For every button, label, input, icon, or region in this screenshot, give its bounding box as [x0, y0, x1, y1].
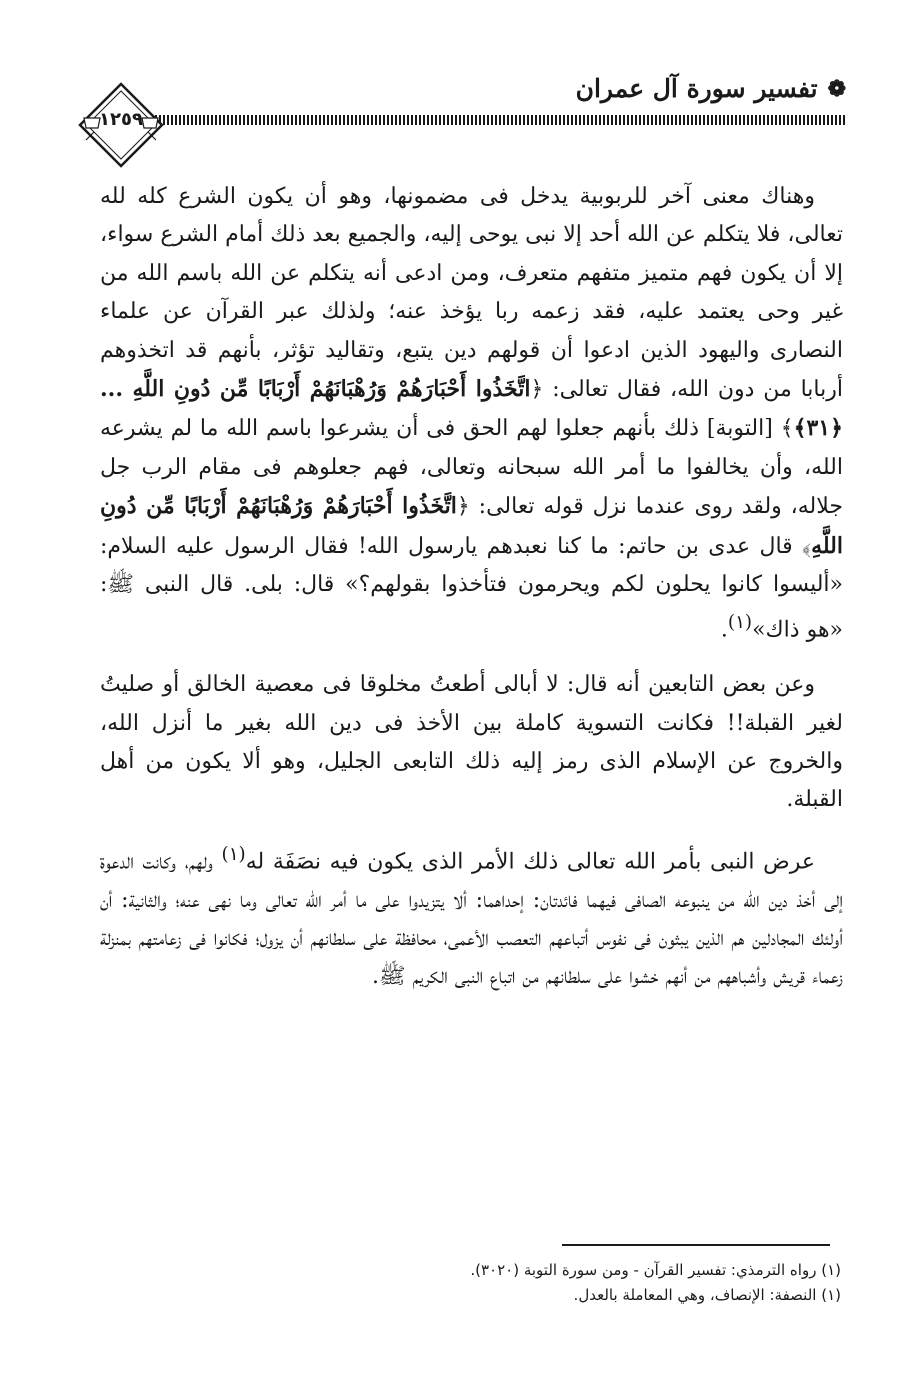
paragraph-text: ﴾ قال عدى بن حاتم: ما كنا نعبدهم يارسول الله! فقال الرسول عليه السلام: «أليسوا كانوا يحلون لكم ويحرمون فتأخذوا بقولهم؟» قال: بلى. قال النبى ﷺ: «هو ذاك» — [100, 533, 843, 643]
header-rule — [155, 115, 846, 125]
paragraph-2: وعن بعض التابعين أنه قال: لا أبالى أطعتُ مخلوقا فى معصية الخالق أو صليتُ لغير القبلة!! فكانت التسوية كاملة بين الأخذ فى دين الله بغير ما أنزل الله، والخروج عن الإسلام الذى رمز إليه ذلك التابعى الجليل، وهو ألا يكون من أهل القبلة. — [100, 672, 843, 813]
footnote-ref: (١) — [727, 612, 753, 634]
footnote-2: (١) النصفة: الإنصاف، وهي المعاملة بالعدل. — [573, 1286, 841, 1304]
paragraph-text: ولهم، وكانت الدعوة إلى أخذ دين الله من ينبوعه الصافى فيهما فائدتان: إحداهما: ألا يتزيدوا على ما أمر الله تعالى وما نهى عنه؛ والثانية: أن أولئك المجادلين هم الذين يبثون فى نفوس أتباعهم التعصب الأعمى، محافظة على سلطانهم أن يزول؛ فكانوا فى زعامتهم بمنزلة زعماء قريش وأشباههم من أنهم خشوا على سلطانهم من اتباع النبى الكريم ﷺ. — [100, 849, 843, 990]
paragraph-text: وهناك معنى آخر للربوبية يدخل فى مضمونها، وهو أن يكون الشرع كله لله تعالى، فلا يتكلم عن الله أحد إلا نبى يوحى إليه، والجميع بعد ذلك أمام الشرع سواء، إلا أن يكون فهم متميز متفهم متعرف، ومن ادعى أنه يتكلم عن الله باسم الله من غير وحى يعتمد عليه، فقد زعمه ربا يؤخذ عنه؛ ولذلك عبر القرآن عن علماء النصارى واليهود الذين ادعوا أن قولهم دين يتبع، وتقاليد تؤثر، بأنهم قد اتخذوهم أربابا من دون الله، فقال تعالى: ﴿ — [100, 184, 843, 403]
surah-reference: ﴾ [التوبة] — [706, 416, 794, 442]
ornament-icon: ❁ — [827, 75, 846, 102]
paragraph-text: عرض النبى بأمر الله تعالى ذلك الأمر الذى يكون فيه نصَفَة له — [245, 849, 815, 875]
quran-verse: اتَّخَذُوا أَحْبَارَهُمْ وَرُهْبَانَهُمْ أَرْبَابًا مِّن دُونِ اللَّهِ ... ﴿٣١﴾ — [100, 376, 843, 442]
quran-verse: اتَّخَذُوا أَحْبَارَهُمْ وَرُهْبَانَهُمْ أَرْبَابًا مِّن دُونِ اللَّهِ — [100, 493, 843, 559]
footnote-rule — [562, 1244, 830, 1246]
paragraph-3 — [100, 836, 843, 997]
running-header — [576, 74, 846, 103]
footnote-1: (١) رواه الترمذي: تفسير القرآن - ومن سورة التوبة (٣٠٢٠). — [470, 1261, 841, 1279]
paragraph-text: . — [720, 617, 728, 643]
paragraph-text: ذلك بأنهم جعلوا لهم الحق فى أن يشرعوا باسم الله ما لم يشرعه الله، وأن يخالفوا ما أمر الله سبحانه وتعالى، فهم جعلوهم فى مقام الرب جل جلاله، ولقد روى عندما نزل قوله تعالى: ﴿ — [100, 416, 843, 520]
body-text — [100, 178, 843, 997]
paragraph-1 — [100, 178, 843, 650]
footnote-ref: (١) — [221, 843, 246, 865]
footnotes — [281, 1258, 841, 1308]
page-number: ١٢٥٩ — [99, 109, 143, 130]
chapter-title: تفسير سورة آل عمران — [575, 74, 818, 103]
page-number-badge — [78, 82, 164, 168]
